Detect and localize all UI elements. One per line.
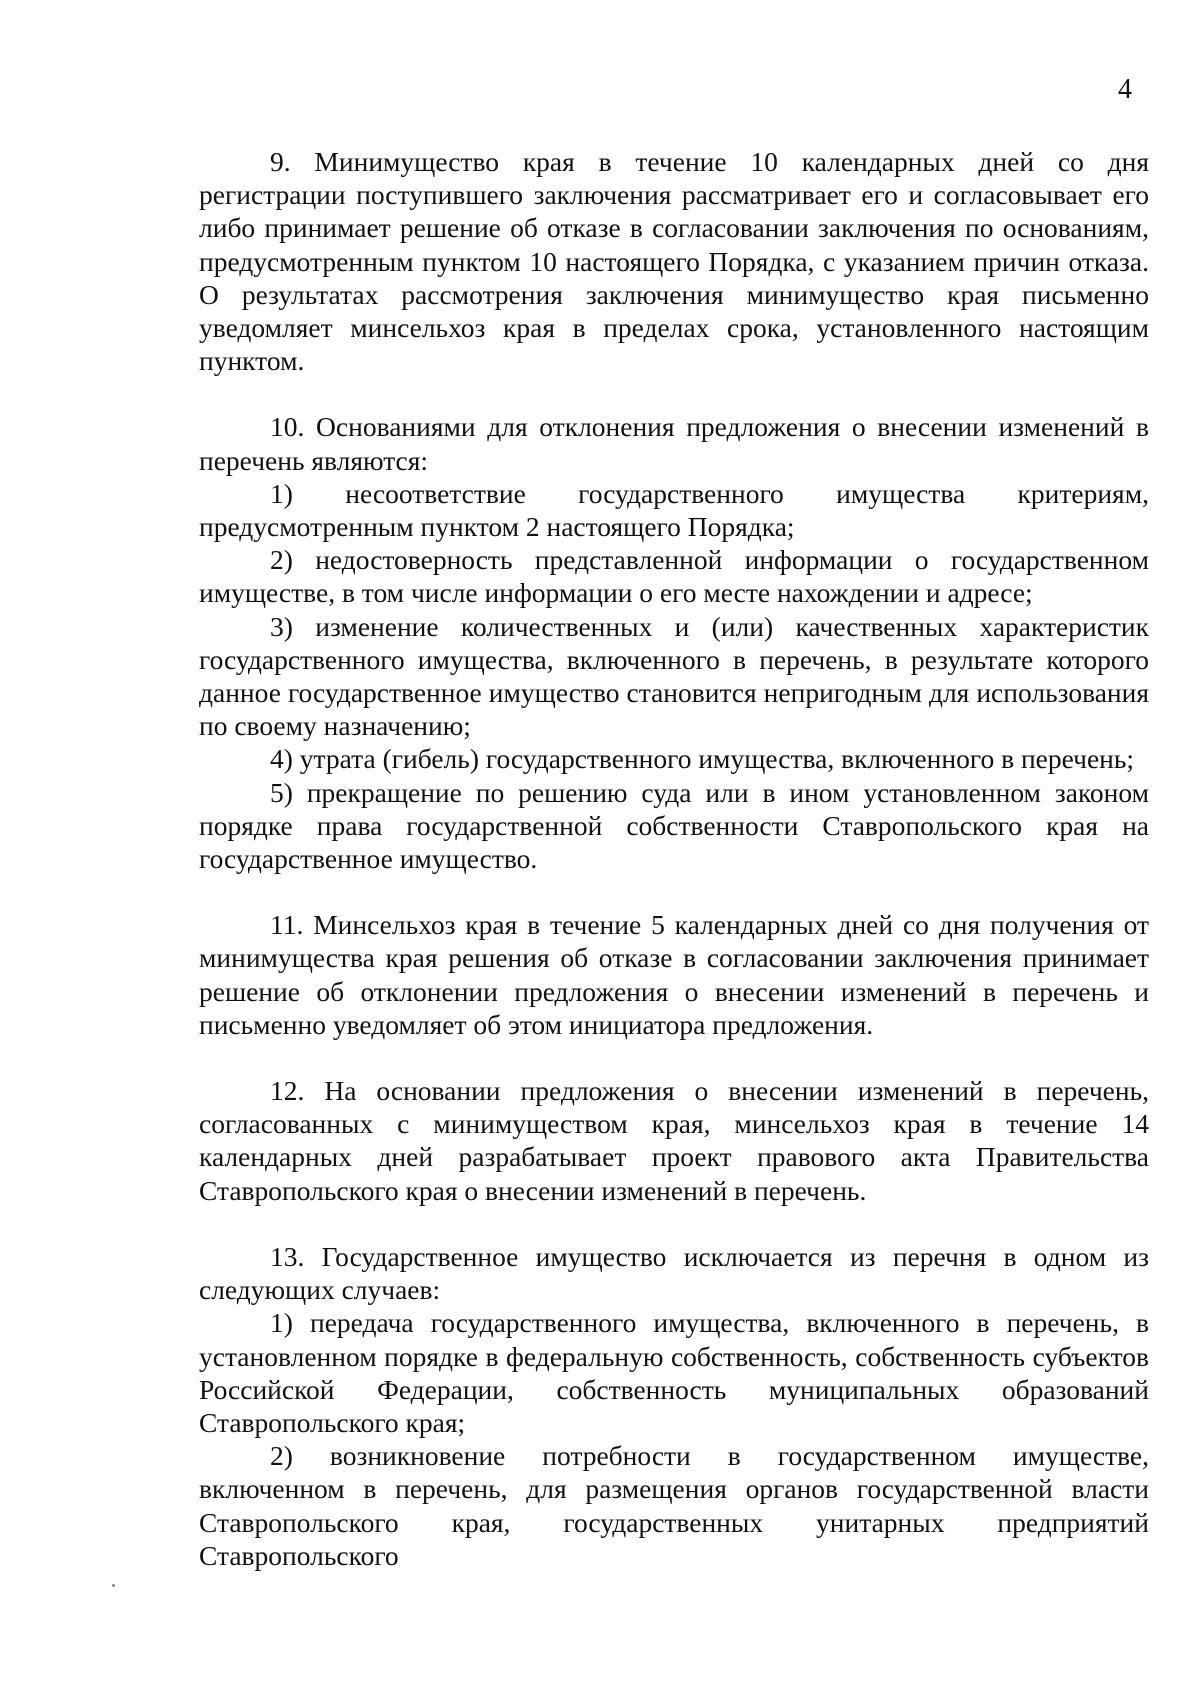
paragraph: 9. Минимущество края в течение 10 календарных дней со дня регистрации поступившего заключения рассматривает его и согласовывает его либо принимает решение об отказе в согласовании заключения по основаниям, предусмотренным пунктом 10 настоящего Порядка, с указанием причин отказа. О результатах рассмотрения заключения минимущество края письменно уведомляет минсельхоз края в пределах срока, установленного настоящим пунктом. [199,146,1149,377]
paragraph: 2) возникновение потребности в государственном имуществе, включенном в перечень, для размещения органов государственной власти Ставропольского края, государственных унитарных предприятий Ставропольского [199,1440,1149,1571]
scan-speck [112,1584,115,1587]
paragraph: 5) прекращение по решению суда или в ином установленном законом порядке права государственной собственности Ставропольского края на государственное имущество. [199,776,1149,875]
paragraph: 3) изменение количественных и (или) качественных характеристик государственного имущества, включенного в перечень, в результате которого данное государственное имущество становится непригодным для использования по своему назначению; [199,610,1149,742]
paragraph: 13. Государственное имущество исключается из перечня в одном из следующих случаев: [199,1240,1149,1306]
paragraph: 4) утрата (гибель) государственного имущества, включенного в перечень; [270,743,1135,775]
paragraph: 2) недостоверность представленной информации о государственном имуществе, в том числе информации о его месте нахождении и адресе; [199,544,1149,609]
paragraph: 12. На основании предложения о внесении изменений в перечень, согласованных с минимуществом края, минсельхоз края в течение 14 календарных дней разрабатывает проект правового акта Правительства Ставропольского края о внесении изменений в перечень. [199,1075,1149,1206]
paragraph: 10. Основаниями для отклонения предложения о внесении изменений в перечень являются: [199,411,1149,476]
paragraph: 1) несоответствие государственного имущества критериям, предусмотренным пунктом 2 настоящего Порядка; [199,477,1149,543]
page-number: 4 [1118,74,1132,105]
paragraph: 11. Минсельхоз края в течение 5 календарных дней со дня получения от минимущества края решения об отказе в согласовании заключения принимает решение об отклонении предложения о внесении изменений в перечень и письменно уведомляет об этом инициатора предложения. [199,909,1149,1040]
paragraph: 1) передача государственного имущества, включенного в перечень, в установленном порядке в федеральную собственность, собственность субъектов Российской Федерации, собственность муниципальных образований Ставропольского края; [199,1307,1149,1438]
document-body [199,145,1149,1572]
